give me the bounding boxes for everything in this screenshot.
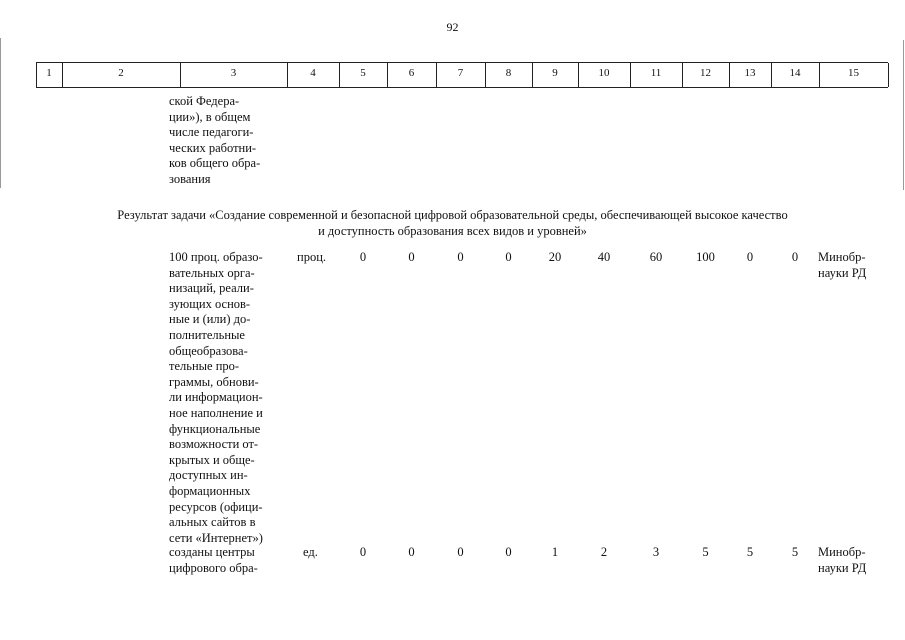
column-header: 6 [408, 67, 415, 79]
value-cell: 0 [791, 250, 799, 264]
column-header: 1 [46, 67, 52, 79]
value-cell: 0 [359, 545, 367, 559]
value-cell: 0 [457, 250, 464, 264]
header-bottom-rule [36, 87, 888, 88]
value-cell: 0 [457, 545, 464, 559]
column-header: 4 [310, 67, 316, 79]
value-cell: 5 [702, 545, 709, 559]
column-header: 13 [744, 67, 756, 79]
column-header: 2 [118, 67, 124, 79]
value-cell: 40 [597, 250, 611, 264]
indicator-text: 100 проц. образо- вательных орга- низаций, реали- зующих основ- ные и (или) до- полнительные общеобразова- тельные про- граммы, обнови- ли информацион- ное наполнение и функциональные возможности от- крытых и обще- доступных ин- формационных ресурсов (офици- альных сайтов в сети «Интернет») [169, 250, 263, 545]
unit-cell: проц. [297, 250, 327, 264]
value-cell: 0 [408, 545, 415, 559]
value-cell: 5 [746, 545, 754, 559]
value-cell: 5 [791, 545, 799, 559]
indicator-text: созданы центры цифрового обра- [169, 545, 258, 575]
value-cell: 0 [505, 250, 512, 264]
value-cell: 0 [746, 250, 754, 264]
header-divider [888, 63, 889, 87]
value-cell: 1 [551, 545, 559, 559]
value-cell: 20 [548, 250, 562, 264]
value-cell: 60 [649, 250, 663, 264]
column-header: 7 [457, 67, 464, 79]
value-cell: 3 [652, 545, 660, 559]
value-cell: 0 [359, 250, 367, 264]
column-header: 5 [360, 67, 366, 79]
column-header: 12 [700, 67, 711, 79]
responsible-cell: Минобр- науки РД [818, 250, 867, 280]
column-header: 3 [230, 67, 237, 79]
responsible-cell: Минобр- науки РД [818, 545, 867, 575]
column-header: 11 [650, 67, 662, 79]
result-heading [0, 208, 905, 239]
unit-cell: ед. [303, 545, 318, 559]
column-header: 15 [848, 67, 859, 79]
page-number: 92 [446, 20, 459, 34]
column-header: 10 [598, 67, 610, 79]
value-cell: 0 [505, 545, 512, 559]
value-cell: 0 [408, 250, 415, 264]
scan-edge [0, 38, 1, 188]
result-heading-line: и доступность образования всех видов и уровней» [318, 223, 587, 238]
column-header: 14 [789, 67, 801, 79]
result-heading-line: Результат задачи «Создание современной и безопасной цифровой образовательной среды, обеспечивающей высокое качество [117, 208, 788, 222]
header-top-rule [36, 62, 888, 63]
scan-edge [903, 40, 904, 190]
column-header: 8 [505, 67, 512, 79]
value-cell: 2 [600, 545, 608, 559]
value-cell: 100 [696, 250, 715, 264]
indicator-text-continued: ской Федера- ции»), в общем числе педагоги- ческих работни- ков общего обра- зования [169, 94, 261, 186]
column-header: 9 [552, 67, 558, 79]
